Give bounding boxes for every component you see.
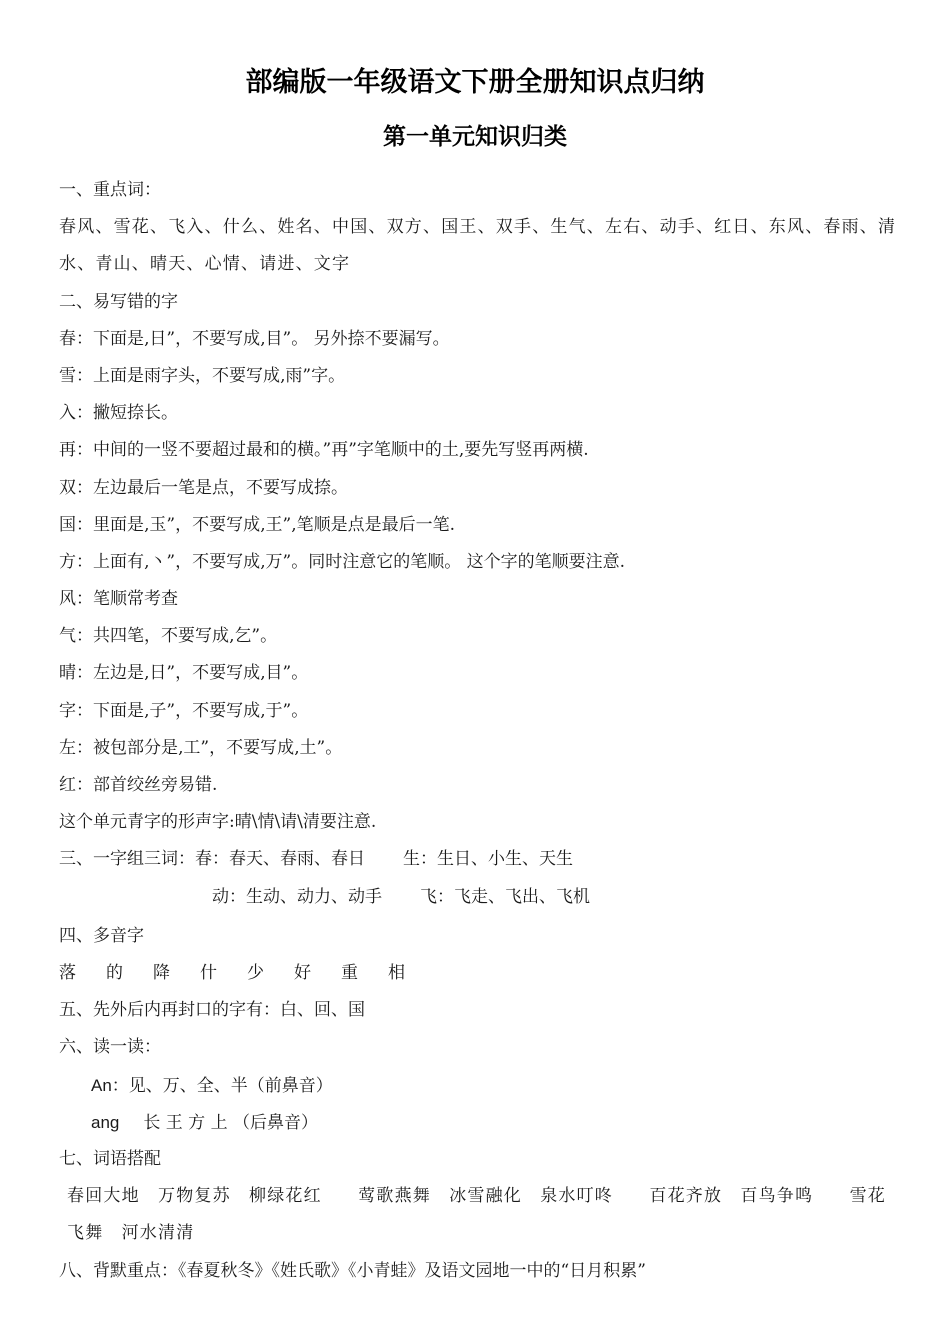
an-words: ：见、万、全、半（前鼻音） [111, 1075, 333, 1096]
polyphone-char: 好 [294, 962, 311, 983]
error-item: 春：下面是‚日”，不要写成‚目”。 另外捺不要漏写。 [59, 328, 450, 349]
section-heading-error-prone: 二、易写错的字 [59, 291, 178, 312]
word-group-row [59, 879, 899, 916]
key-words-list: 春风、雪花、飞入、什么、姓名、中国、双方、国王、双手、生气、左右、动手、红日、东风、春雨、清水、青山、晴天、心情、请进、文字 [59, 217, 897, 275]
error-item: 左：被包部分是‚工”，不要写成‚土”。 [59, 737, 343, 758]
error-item: 国：里面是‚玉”，不要写成‚王”,笔顺是点是最后一笔. [59, 514, 455, 535]
section-enclosure-chars: 五、先外后内再封口的字有：白、回、国 [59, 1000, 365, 1021]
polyphone-char: 重 [341, 962, 358, 983]
error-item: 气：共四笔，不要写成‚乞”。 [59, 626, 278, 647]
section-recitation: 八、背默重点：《春夏秋冬》《姓氏歌》《小青蛙》及语文园地一中的“日月积累” [59, 1260, 646, 1281]
an-label: An [91, 1075, 112, 1095]
polyphone-char: 相 [388, 962, 405, 983]
error-item: 晴：左边是‚日”，不要写成‚目”。 [59, 663, 309, 684]
document-body [59, 172, 899, 1290]
word-group-dong: 动：生动、动力、动手 [212, 886, 382, 907]
error-item: 再：中间的一竖不要超过最和的横。”再”字笔顺中的土,要先写竖再两横. [59, 440, 589, 461]
error-item: 风：笔顺常考查 [59, 589, 178, 610]
section-heading-collocations: 七、词语搭配 [59, 1148, 161, 1169]
polyphone-list [59, 955, 899, 992]
front-nasal-row [59, 1067, 899, 1104]
error-item: 这个单元青字的形声字:晴\情\请\清要注意. [59, 812, 377, 833]
section-heading-read: 六、读一读： [59, 1037, 161, 1058]
unit-subtitle: 第一单元知识归类 [383, 124, 567, 150]
section-heading-word-groups: 三、一字组三词： [59, 849, 195, 870]
word-group-chun: 春：春天、春雨、春日 [195, 849, 365, 870]
ang-words: 长 王 方 上 （后鼻音） [143, 1112, 318, 1133]
polyphone-char: 的 [106, 962, 123, 983]
error-item: 字：下面是‚子”，不要写成‚于”。 [59, 700, 309, 721]
back-nasal-row [59, 1104, 899, 1141]
polyphone-char: 落 [59, 962, 76, 983]
section-heading-key-words: 一、重点词： [59, 180, 161, 200]
collocation-phrases: 春回大地 万物复苏 柳绿花红 莺歌燕舞 冰雪融化 泉水叮咚 百花齐放 百鸟争鸣 雪花飞舞 河水清清 [67, 1186, 886, 1244]
word-group-row [59, 841, 899, 878]
error-item: 雪：上面是雨字头，不要写成‚雨”字。 [59, 365, 346, 386]
section-heading-polyphones: 四、多音字 [59, 925, 144, 946]
word-group-sheng: 生：生日、小生、天生 [403, 849, 573, 870]
polyphone-char: 降 [153, 962, 170, 983]
polyphone-char: 少 [247, 962, 264, 983]
error-item: 方：上面有‚丶”，不要写成‚万”。同时注意它的笔顺。 这个字的笔顺要注意. [59, 551, 625, 572]
error-item: 双：左边最后一笔是点，不要写成捺。 [59, 477, 348, 498]
polyphone-char: 什 [200, 962, 217, 983]
error-item: 入：撇短捺长。 [59, 403, 178, 424]
ang-label: ang [91, 1112, 120, 1132]
word-group-fei: 飞：飞走、飞出、飞机 [420, 886, 590, 907]
document-title: 部编版一年级语文下册全册知识点归纳 [245, 67, 705, 98]
error-item: 红：部首绞丝旁易错. [59, 775, 218, 796]
